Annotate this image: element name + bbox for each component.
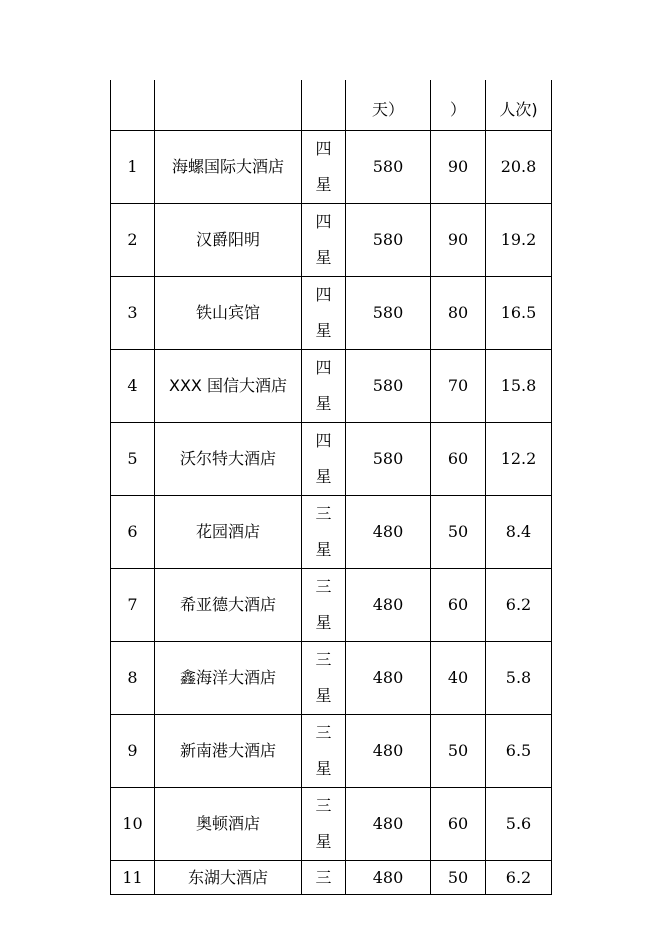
table-row <box>111 715 552 788</box>
star-level: 三 <box>315 868 332 887</box>
cell-star <box>302 131 346 204</box>
cell-rate: 60 <box>431 423 486 496</box>
cell-rate: 40 <box>431 642 486 715</box>
cell-hotel-name: 希亚德大酒店 <box>155 569 302 642</box>
cell-rate: 50 <box>431 496 486 569</box>
table-header-row <box>111 80 552 131</box>
star-suffix: 星 <box>315 321 332 340</box>
cell-count: 8.4 <box>486 496 552 569</box>
cell-hotel-name: 花园酒店 <box>155 496 302 569</box>
table-row <box>111 131 552 204</box>
cell-hotel-name: 鑫海洋大酒店 <box>155 642 302 715</box>
cell-no: 4 <box>111 350 155 423</box>
cell-star <box>302 350 346 423</box>
cell-count: 6.5 <box>486 715 552 788</box>
star-suffix: 星 <box>315 686 332 705</box>
cell-no: 2 <box>111 204 155 277</box>
cell-price: 480 <box>346 569 431 642</box>
cell-count: 16.5 <box>486 277 552 350</box>
star-suffix: 星 <box>315 613 332 632</box>
star-suffix: 星 <box>315 175 332 194</box>
cell-no: 6 <box>111 496 155 569</box>
cell-price: 480 <box>346 861 431 895</box>
cell-star <box>302 788 346 861</box>
cell-no: 7 <box>111 569 155 642</box>
star-level: 四 <box>315 285 332 304</box>
cell-no: 10 <box>111 788 155 861</box>
star-suffix: 星 <box>315 759 332 778</box>
cell-hotel-name: 奥顿酒店 <box>155 788 302 861</box>
cell-no: 9 <box>111 715 155 788</box>
cell-rate: 50 <box>431 861 486 895</box>
cell-count: 5.8 <box>486 642 552 715</box>
cell-no: 11 <box>111 861 155 895</box>
table-row <box>111 204 552 277</box>
cell-rate: 80 <box>431 277 486 350</box>
table-row <box>111 642 552 715</box>
hotel-table <box>110 80 552 895</box>
header-star <box>302 80 346 131</box>
star-level: 三 <box>315 504 332 523</box>
cell-price: 580 <box>346 131 431 204</box>
cell-hotel-name: 铁山宾馆 <box>155 277 302 350</box>
star-suffix: 星 <box>315 248 332 267</box>
cell-rate: 50 <box>431 715 486 788</box>
cell-star <box>302 715 346 788</box>
table-row <box>111 496 552 569</box>
cell-price: 580 <box>346 350 431 423</box>
star-level: 三 <box>315 650 332 669</box>
cell-rate: 60 <box>431 569 486 642</box>
cell-price: 480 <box>346 642 431 715</box>
cell-no: 8 <box>111 642 155 715</box>
cell-price: 580 <box>346 204 431 277</box>
header-name <box>155 80 302 131</box>
star-level: 三 <box>315 577 332 596</box>
star-level: 四 <box>315 431 332 450</box>
cell-price: 480 <box>346 496 431 569</box>
table-row <box>111 861 552 895</box>
table-row <box>111 569 552 642</box>
star-suffix: 星 <box>315 540 332 559</box>
cell-count: 5.6 <box>486 788 552 861</box>
cell-count: 6.2 <box>486 569 552 642</box>
cell-count: 20.8 <box>486 131 552 204</box>
star-level: 三 <box>315 723 332 742</box>
star-level: 三 <box>315 796 332 815</box>
cell-hotel-name: XXX 国信大酒店 <box>155 350 302 423</box>
cell-count: 15.8 <box>486 350 552 423</box>
cell-no: 5 <box>111 423 155 496</box>
cell-star <box>302 642 346 715</box>
cell-price: 580 <box>346 277 431 350</box>
star-level: 四 <box>315 212 332 231</box>
cell-count: 12.2 <box>486 423 552 496</box>
star-level: 四 <box>315 358 332 377</box>
table-row <box>111 423 552 496</box>
cell-hotel-name: 东湖大酒店 <box>155 861 302 895</box>
cell-rate: 60 <box>431 788 486 861</box>
header-no <box>111 80 155 131</box>
star-suffix: 星 <box>315 467 332 486</box>
cell-star <box>302 423 346 496</box>
cell-hotel-name: 海螺国际大酒店 <box>155 131 302 204</box>
cell-price: 480 <box>346 715 431 788</box>
star-suffix: 星 <box>315 832 332 851</box>
cell-star <box>302 204 346 277</box>
star-level: 四 <box>315 139 332 158</box>
cell-no: 3 <box>111 277 155 350</box>
header-rate: ） <box>431 80 486 131</box>
cell-rate: 90 <box>431 131 486 204</box>
cell-hotel-name: 新南港大酒店 <box>155 715 302 788</box>
cell-star <box>302 277 346 350</box>
header-price: 天） <box>346 80 431 131</box>
cell-star <box>302 496 346 569</box>
star-suffix: 星 <box>315 394 332 413</box>
header-count: 人次) <box>486 80 552 131</box>
cell-count: 6.2 <box>486 861 552 895</box>
cell-price: 580 <box>346 423 431 496</box>
cell-price: 480 <box>346 788 431 861</box>
cell-star <box>302 861 346 895</box>
cell-rate: 90 <box>431 204 486 277</box>
cell-hotel-name: 沃尔特大酒店 <box>155 423 302 496</box>
cell-no: 1 <box>111 131 155 204</box>
table-row <box>111 350 552 423</box>
cell-count: 19.2 <box>486 204 552 277</box>
table-row <box>111 277 552 350</box>
cell-hotel-name: 汉爵阳明 <box>155 204 302 277</box>
table-row <box>111 788 552 861</box>
cell-rate: 70 <box>431 350 486 423</box>
cell-star <box>302 569 346 642</box>
